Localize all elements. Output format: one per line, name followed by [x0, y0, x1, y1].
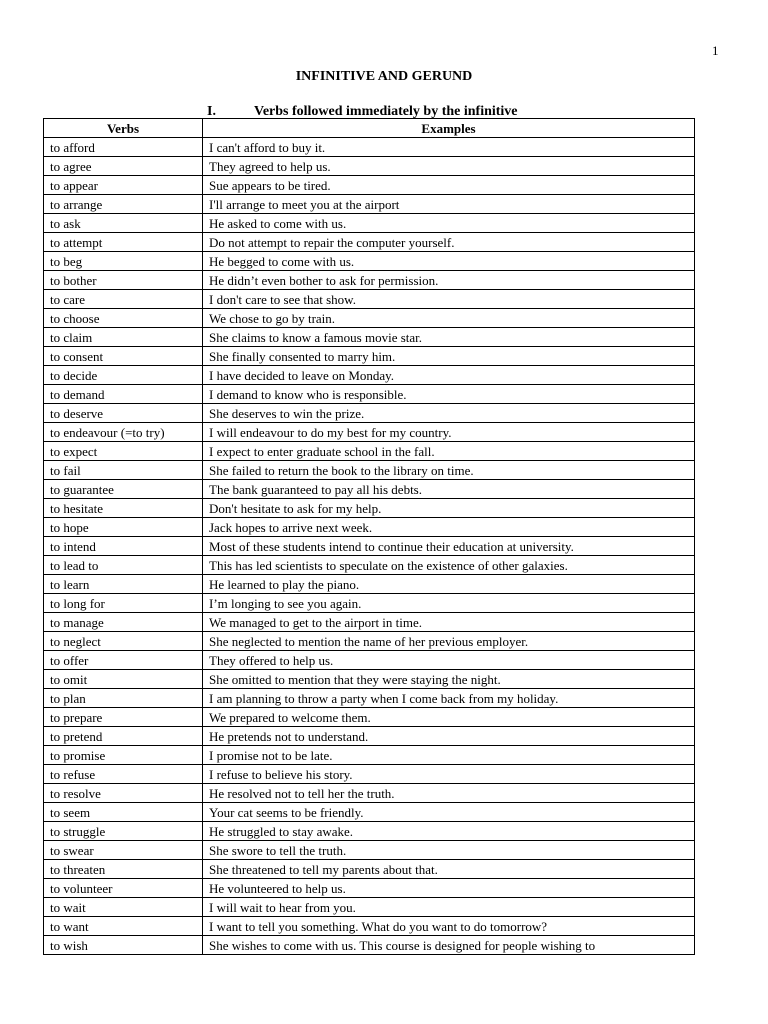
table-row: [44, 271, 695, 290]
example-cell: I don't care to see that show.: [203, 290, 695, 309]
verb-cell: to hope: [44, 518, 203, 537]
example-cell: We chose to go by train.: [203, 309, 695, 328]
table-row: [44, 936, 695, 955]
example-cell: They agreed to help us.: [203, 157, 695, 176]
example-cell: They offered to help us.: [203, 651, 695, 670]
verb-cell: to bother: [44, 271, 203, 290]
example-cell: He struggled to stay awake.: [203, 822, 695, 841]
verb-cell: to swear: [44, 841, 203, 860]
verb-cell: to appear: [44, 176, 203, 195]
table-row: [44, 670, 695, 689]
column-header-verbs: Verbs: [44, 119, 203, 138]
example-cell: I am planning to throw a party when I come back from my holiday.: [203, 689, 695, 708]
verb-cell: to refuse: [44, 765, 203, 784]
table-row: [44, 746, 695, 765]
table-row: [44, 822, 695, 841]
section-title: Verbs followed immediately by the infinitive: [254, 104, 518, 119]
table-row: [44, 404, 695, 423]
table-row: [44, 613, 695, 632]
example-cell: She neglected to mention the name of her previous employer.: [203, 632, 695, 651]
example-cell: We managed to get to the airport in time.: [203, 613, 695, 632]
verb-cell: to agree: [44, 157, 203, 176]
verb-cell: to choose: [44, 309, 203, 328]
example-cell: He asked to come with us.: [203, 214, 695, 233]
example-cell: He resolved not to tell her the truth.: [203, 784, 695, 803]
verb-cell: to pretend: [44, 727, 203, 746]
verb-cell: to claim: [44, 328, 203, 347]
page-number: 1: [712, 43, 719, 58]
verb-cell: to offer: [44, 651, 203, 670]
table-row: [44, 879, 695, 898]
example-cell: I want to tell you something. What do you want to do tomorrow?: [203, 917, 695, 936]
verb-cell: to struggle: [44, 822, 203, 841]
example-cell: We prepared to welcome them.: [203, 708, 695, 727]
table-row: [44, 860, 695, 879]
verb-cell: to omit: [44, 670, 203, 689]
table-row: [44, 214, 695, 233]
example-cell: Sue appears to be tired.: [203, 176, 695, 195]
verb-cell: to hesitate: [44, 499, 203, 518]
verb-cell: to promise: [44, 746, 203, 765]
example-cell: She wishes to come with us. This course is designed for people wishing to: [203, 936, 695, 955]
verbs-table: [43, 118, 695, 955]
example-cell: She omitted to mention that they were staying the night.: [203, 670, 695, 689]
table-row: [44, 157, 695, 176]
verb-cell: to fail: [44, 461, 203, 480]
table-row: [44, 347, 695, 366]
example-cell: I refuse to believe his story.: [203, 765, 695, 784]
example-cell: Your cat seems to be friendly.: [203, 803, 695, 822]
table-row: [44, 594, 695, 613]
verb-cell: to prepare: [44, 708, 203, 727]
verb-cell: to intend: [44, 537, 203, 556]
table-row: [44, 480, 695, 499]
table-row: [44, 556, 695, 575]
table-row: [44, 651, 695, 670]
column-header-examples: Examples: [203, 119, 695, 138]
table-row: [44, 499, 695, 518]
verb-cell: to care: [44, 290, 203, 309]
table-row: [44, 461, 695, 480]
table-row: [44, 366, 695, 385]
verb-cell: to attempt: [44, 233, 203, 252]
verb-cell: to manage: [44, 613, 203, 632]
verb-cell: to decide: [44, 366, 203, 385]
verb-cell: to threaten: [44, 860, 203, 879]
verb-cell: to deserve: [44, 404, 203, 423]
example-cell: She threatened to tell my parents about that.: [203, 860, 695, 879]
table-row: [44, 765, 695, 784]
verb-cell: to afford: [44, 138, 203, 157]
example-cell: She failed to return the book to the library on time.: [203, 461, 695, 480]
example-cell: She swore to tell the truth.: [203, 841, 695, 860]
verb-cell: to lead to: [44, 556, 203, 575]
verb-cell: to beg: [44, 252, 203, 271]
table-row: [44, 233, 695, 252]
table-row: [44, 917, 695, 936]
verb-cell: to seem: [44, 803, 203, 822]
example-cell: I expect to enter graduate school in the fall.: [203, 442, 695, 461]
example-cell: He didn’t even bother to ask for permission.: [203, 271, 695, 290]
table-row: [44, 518, 695, 537]
example-cell: The bank guaranteed to pay all his debts.: [203, 480, 695, 499]
example-cell: Most of these students intend to continue their education at university.: [203, 537, 695, 556]
verb-cell: to neglect: [44, 632, 203, 651]
verb-cell: to wait: [44, 898, 203, 917]
verb-cell: to arrange: [44, 195, 203, 214]
table-row: [44, 784, 695, 803]
verb-cell: to wish: [44, 936, 203, 955]
example-cell: Jack hopes to arrive next week.: [203, 518, 695, 537]
verb-cell: to consent: [44, 347, 203, 366]
section-number: I.: [207, 104, 216, 119]
example-cell: He begged to come with us.: [203, 252, 695, 271]
table-row: [44, 575, 695, 594]
example-cell: I can't afford to buy it.: [203, 138, 695, 157]
example-cell: I will endeavour to do my best for my country.: [203, 423, 695, 442]
verb-cell: to expect: [44, 442, 203, 461]
table-row: [44, 841, 695, 860]
verb-cell: to learn: [44, 575, 203, 594]
document-title: INFINITIVE AND GERUND: [295, 69, 473, 84]
table-row: [44, 898, 695, 917]
example-cell: I have decided to leave on Monday.: [203, 366, 695, 385]
example-cell: He learned to play the piano.: [203, 575, 695, 594]
table-row: [44, 138, 695, 157]
table-row: [44, 442, 695, 461]
table-row: [44, 727, 695, 746]
verb-cell: to volunteer: [44, 879, 203, 898]
example-cell: Do not attempt to repair the computer yourself.: [203, 233, 695, 252]
example-cell: I promise not to be late.: [203, 746, 695, 765]
verb-cell: to long for: [44, 594, 203, 613]
verb-cell: to want: [44, 917, 203, 936]
verb-cell: to resolve: [44, 784, 203, 803]
example-cell: He pretends not to understand.: [203, 727, 695, 746]
table-row: [44, 632, 695, 651]
table-row: [44, 689, 695, 708]
verb-cell: to ask: [44, 214, 203, 233]
table-row: [44, 195, 695, 214]
table-body: [44, 138, 695, 955]
table-row: [44, 252, 695, 271]
example-cell: She finally consented to marry him.: [203, 347, 695, 366]
example-cell: I will wait to hear from you.: [203, 898, 695, 917]
verb-cell: to guarantee: [44, 480, 203, 499]
example-cell: I demand to know who is responsible.: [203, 385, 695, 404]
table-row: [44, 290, 695, 309]
example-cell: She deserves to win the prize.: [203, 404, 695, 423]
example-cell: She claims to know a famous movie star.: [203, 328, 695, 347]
table-row: [44, 385, 695, 404]
table-row: [44, 176, 695, 195]
verb-cell: to endeavour (=to try): [44, 423, 203, 442]
table-row: [44, 328, 695, 347]
example-cell: This has led scientists to speculate on the existence of other galaxies.: [203, 556, 695, 575]
example-cell: Don't hesitate to ask for my help.: [203, 499, 695, 518]
example-cell: I’m longing to see you again.: [203, 594, 695, 613]
table-row: [44, 309, 695, 328]
table-row: [44, 537, 695, 556]
example-cell: He volunteered to help us.: [203, 879, 695, 898]
verb-cell: to plan: [44, 689, 203, 708]
example-cell: I'll arrange to meet you at the airport: [203, 195, 695, 214]
table-row: [44, 423, 695, 442]
verb-cell: to demand: [44, 385, 203, 404]
table-row: [44, 803, 695, 822]
table-row: [44, 708, 695, 727]
table-header-row: [44, 119, 695, 138]
